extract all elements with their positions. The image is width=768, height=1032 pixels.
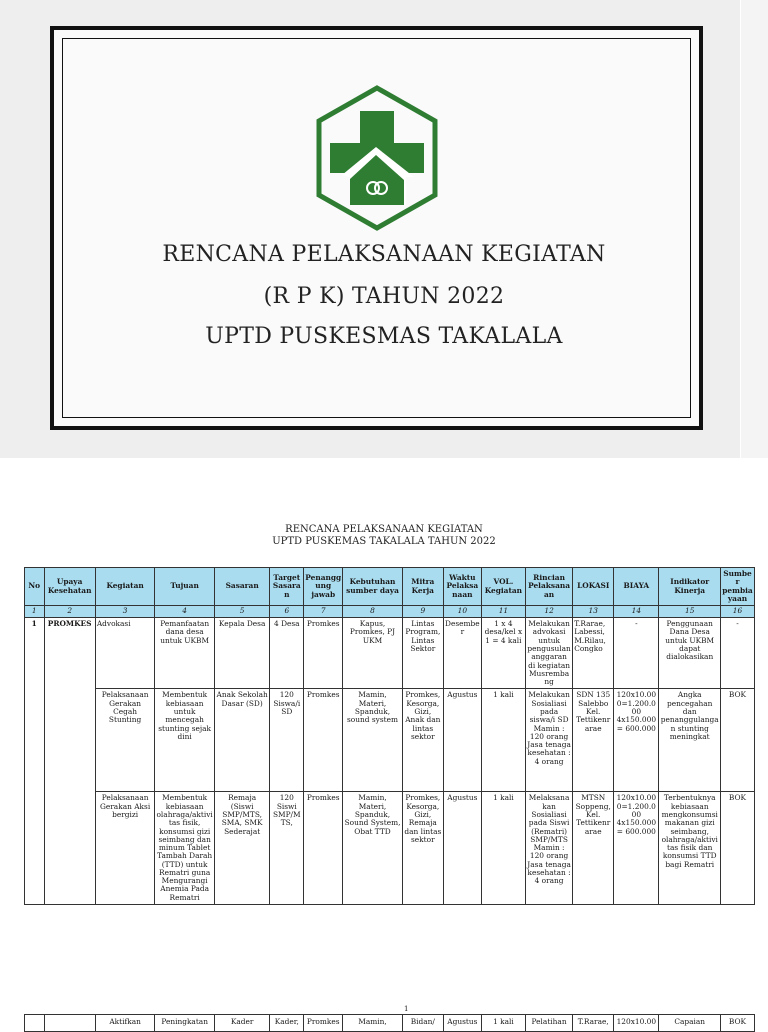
tujuan-cell: Pemanfaatan dana desa untuk UKBM — [155, 618, 215, 689]
column-header: LOKASI — [573, 568, 614, 606]
lokasi-cell: SDN 135 Salebbo Kel. Tettikenrarae — [573, 689, 614, 792]
rincian-cell: Melaksanakan Sosialiasi pada Siswi (Rematri) SMP/MTS Mamin : 120 orang Jasa tenaga kesehatan : 4 orang — [525, 792, 572, 905]
kebutuhan-cell: Mamin, Materi, Spanduk, sound system — [343, 689, 403, 792]
column-number: 4 — [155, 606, 215, 618]
table-row — [25, 1015, 755, 1032]
table-row — [25, 689, 755, 792]
column-header: VOL. Kegiatan — [481, 568, 525, 606]
table-cell: BOK — [721, 1015, 755, 1032]
column-number: 3 — [95, 606, 155, 618]
indikator-cell: Terbentuknya kebiasaan mengkonsumsi makanan gizi seimbang, olahraga/aktivitas fisik dan konsumsi TTD bagi Rematri — [659, 792, 721, 905]
target-cell: 120 Siswa/i SD — [270, 689, 304, 792]
indikator-cell: Angka pencegahan dan penanggulangan stunting meningkat — [659, 689, 721, 792]
biaya-cell: 120x10.000=1.200.000 4x150.000 = 600.000 — [614, 792, 659, 905]
pj-cell: Promkes — [304, 689, 343, 792]
indikator-cell: Penggunaan Dana Desa untuk UKBM dapat dialokasikan — [659, 618, 721, 689]
column-header: Indikator Kinerja — [659, 568, 721, 606]
puskesmas-logo-icon — [314, 85, 440, 231]
column-number: 2 — [44, 606, 95, 618]
column-number: 13 — [573, 606, 614, 618]
column-number: 11 — [481, 606, 525, 618]
next-page-table-row — [24, 1014, 755, 1032]
waktu-cell: Agustus — [443, 689, 481, 792]
column-header: Target Sasaran — [270, 568, 304, 606]
table-cell: Bidan/ — [402, 1015, 443, 1032]
kebutuhan-cell: Kapus, Promkes, PJ UKM — [343, 618, 403, 689]
table-cell: Mamin, — [343, 1015, 403, 1032]
column-number: 10 — [443, 606, 481, 618]
sasaran-cell: Remaja (Siswi SMP/MTS, SMA, SMK Sederajat — [214, 792, 269, 905]
cover-title-line-1: RENCANA PELAKSANAAN KEGIATAN — [162, 242, 606, 267]
column-number: 14 — [614, 606, 659, 618]
table-cell: 120x10.00 — [614, 1015, 659, 1032]
page-edge — [741, 0, 768, 458]
mitra-cell: Lintas Program, Lintas Sektor — [402, 618, 443, 689]
column-header: Sumber pembiayaan — [721, 568, 755, 606]
column-header: Tujuan — [155, 568, 215, 606]
table-cell: 1 kali — [481, 1015, 525, 1032]
cover-title-line-2: (R P K) TAHUN 2022 — [263, 284, 505, 309]
rincian-cell: Melakukan advokasi untuk pengusulan anggaran di kegiatan Musrembang — [525, 618, 572, 689]
column-number: 8 — [343, 606, 403, 618]
column-header: Sasaran — [214, 568, 269, 606]
mitra-cell: Promkes, Kesorga, Gizi, Anak dan lintas sektor — [402, 689, 443, 792]
column-number: 15 — [659, 606, 721, 618]
kegiatan-cell: Advokasi — [95, 618, 155, 689]
table-row — [25, 618, 755, 689]
biaya-cell: 120x10.000=1.200.000 4x150.000 = 600.000 — [614, 689, 659, 792]
column-header: BIAYA — [614, 568, 659, 606]
lokasi-cell: MTSN Soppeng, Kel. Tettikenrarae — [573, 792, 614, 905]
page-number: 1 — [404, 1005, 409, 1013]
column-number: 9 — [402, 606, 443, 618]
target-cell: 120 Siswi SMP/MTS, — [270, 792, 304, 905]
pj-cell: Promkes — [304, 792, 343, 905]
rpk-table — [24, 567, 755, 905]
document-title-line-1: RENCANA PELAKSANAAN KEGIATAN — [285, 524, 483, 535]
column-number: 16 — [721, 606, 755, 618]
table-cell: Pelatihan — [525, 1015, 572, 1032]
table-cell: Aktifkan — [95, 1015, 155, 1032]
lokasi-cell: T.Rarae, Labessi, M.Rilau, Congko — [573, 618, 614, 689]
column-header: Upaya Kesehatan — [44, 568, 95, 606]
sumber-cell: - — [721, 618, 755, 689]
column-header: Waktu Pelaksanaan — [443, 568, 481, 606]
table-cell: Kader, — [270, 1015, 304, 1032]
rincian-cell: Melakukan Sosialiasi pada siswa/i SD Mamin : 120 orang Jasa tenaga kesehatan : 4 orang — [525, 689, 572, 792]
column-header: Kebutuhan sumber daya — [343, 568, 403, 606]
table-cell: T.Rarae, — [573, 1015, 614, 1032]
table-row — [25, 792, 755, 905]
column-header: No — [25, 568, 45, 606]
sumber-cell: BOK — [721, 792, 755, 905]
pj-cell: Promkes — [304, 618, 343, 689]
table-cell: Peningkatan — [155, 1015, 215, 1032]
table-cell — [44, 1015, 95, 1032]
table-cell: Capaian — [659, 1015, 721, 1032]
waktu-cell: Agustus — [443, 792, 481, 905]
waktu-cell: Desember — [443, 618, 481, 689]
sumber-cell: BOK — [721, 689, 755, 792]
tujuan-cell: Membentuk kebiasaan olahraga/aktivitas fisik, konsumsi gizi seimbang dan minum Tablet Tambah Darah (TTD) untuk Rematri guna Mengurangi Anemia Pada Rematri — [155, 792, 215, 905]
upaya-kesehatan: PROMKES — [44, 618, 95, 905]
column-number-row — [25, 606, 755, 618]
table-cell: Promkes — [304, 1015, 343, 1032]
tujuan-cell: Membentuk kebiasaan untuk mencegah stunting sejak dini — [155, 689, 215, 792]
kebutuhan-cell: Mamin, Materi, Spanduk, Sound System, Obat TTD — [343, 792, 403, 905]
sasaran-cell: Anak Sekolah Dasar (SD) — [214, 689, 269, 792]
row-number: 1 — [25, 618, 45, 905]
column-number: 5 — [214, 606, 269, 618]
document-title-line-2: UPTD PUSKEMAS TAKALALA TAHUN 2022 — [272, 536, 496, 547]
biaya-cell: - — [614, 618, 659, 689]
target-cell: 4 Desa — [270, 618, 304, 689]
table-cell: Agustus — [443, 1015, 481, 1032]
cover-title-line-3: UPTD PUSKESMAS TAKALALA — [205, 324, 563, 349]
vol-cell: 1 kali — [481, 792, 525, 905]
vol-cell: 1 kali — [481, 689, 525, 792]
kegiatan-cell: Pelaksanaan Gerakan Cegah Stunting — [95, 689, 155, 792]
column-number: 6 — [270, 606, 304, 618]
column-header: Kegiatan — [95, 568, 155, 606]
vol-cell: 1 x 4 desa/kel x 1 = 4 kali — [481, 618, 525, 689]
column-header: Penanggung jawab — [304, 568, 343, 606]
column-header: Rincian Pelaksanaan — [525, 568, 572, 606]
column-number: 7 — [304, 606, 343, 618]
column-header: Mitra Kerja — [402, 568, 443, 606]
table-header-row — [25, 568, 755, 606]
sasaran-cell: Kepala Desa — [214, 618, 269, 689]
table-cell — [25, 1015, 45, 1032]
mitra-cell: Promkes, Kesorga, Gizi, Remaja dan lintas sektor — [402, 792, 443, 905]
kegiatan-cell: Pelaksanaan Gerakan Aksi bergizi — [95, 792, 155, 905]
column-number: 12 — [525, 606, 572, 618]
table-cell: Kader — [214, 1015, 269, 1032]
column-number: 1 — [25, 606, 45, 618]
